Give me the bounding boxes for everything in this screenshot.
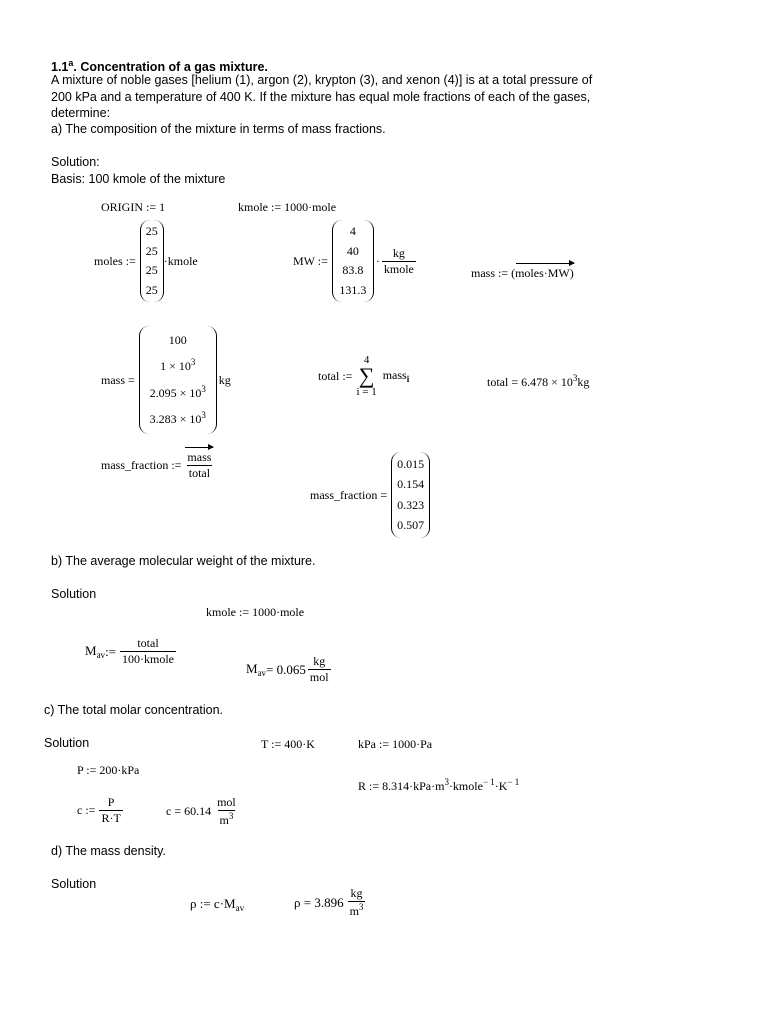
mav-fraction	[120, 636, 176, 667]
mav-letter: M	[85, 643, 97, 658]
rho-definition	[190, 896, 244, 913]
c-unit-den	[218, 810, 236, 828]
problem-line-2: 200 kPa and a temperature of 400 K. If the mixture has equal mole fractions of each of the gases,	[51, 90, 591, 104]
mass-fraction-fraction	[185, 450, 213, 481]
moles-vector	[140, 220, 164, 302]
c-unit-den-text: m	[219, 813, 229, 827]
mw-value: 40	[346, 243, 359, 258]
t-definition: T := 400·K	[261, 737, 315, 751]
mav-symbol	[85, 643, 105, 660]
part-b-solution-label: Solution	[51, 587, 97, 601]
mass-fraction-value: 0.507	[397, 518, 425, 533]
total-definition	[318, 354, 409, 398]
mass-value	[169, 333, 187, 348]
mass-fraction-vector	[391, 452, 430, 538]
moles-value: 25	[145, 263, 158, 278]
mav-assign: :=	[105, 643, 117, 659]
mass-fraction-result	[310, 452, 430, 538]
mass-vector	[139, 326, 217, 434]
r-exp-m: 3	[444, 777, 449, 787]
r-def-k: ·K	[494, 779, 508, 793]
c-result-unit	[215, 795, 238, 828]
summation-upper: 4	[363, 354, 370, 366]
rho-unit-den-text: m	[349, 904, 359, 918]
mav-result-value: = 0.065	[266, 661, 306, 677]
total-result-text: total = 6.478 × 10	[487, 375, 573, 389]
kmole-definition: kmole := 1000·mole	[238, 200, 337, 214]
mass-fraction-arrow	[185, 447, 213, 448]
part-b-question: b) The average molecular weight of the mixture.	[51, 554, 316, 568]
mass-definition	[471, 266, 574, 281]
r-exp-k: − 1	[507, 777, 520, 787]
mw-label: MW :=	[293, 253, 328, 268]
c-def-label: c :=	[77, 803, 96, 817]
sigma-icon: ∑	[358, 363, 375, 388]
rho-result	[294, 886, 365, 919]
mw-value: 4	[349, 224, 356, 239]
part-a-solution-label: Solution:	[51, 155, 100, 169]
mav-result-unit	[308, 654, 331, 685]
mav-result-subscript: av	[257, 668, 267, 678]
c-unit-den-exp: 3	[228, 811, 234, 821]
mass-fraction-num-text: mass	[187, 450, 212, 464]
mass-fraction-definition	[101, 450, 213, 481]
vectorize-arrow-line	[516, 263, 574, 264]
moles-unit: ·kmole	[163, 253, 198, 268]
part-c-question: c) The total molar concentration.	[44, 703, 224, 717]
mav-definition	[85, 636, 176, 667]
moles-value: 25	[145, 243, 158, 258]
mass-mantissa: 100	[168, 332, 187, 347]
mav-unit-num: kg	[313, 654, 326, 668]
mass-value	[150, 384, 206, 401]
mass-fraction-value: 0.323	[397, 497, 425, 512]
rho-result-unit	[348, 886, 366, 919]
c-fraction	[99, 795, 122, 826]
mass-unit: kg	[218, 372, 231, 387]
c-definition	[77, 795, 123, 826]
total-label: total :=	[318, 368, 353, 383]
mass-exponent: 3	[190, 357, 196, 368]
c-result	[166, 795, 238, 828]
mass-exponent: 3	[201, 410, 206, 421]
mass-fraction-result-label: mass_fraction =	[310, 487, 388, 502]
c-num: P	[107, 795, 115, 809]
moles-label: moles :=	[94, 253, 136, 268]
problem-line-1: A mixture of noble gases [helium (1), argon (2), krypton (3), and xenon (4)] is at a total pressure of	[51, 73, 593, 87]
total-result-unit: kg	[577, 375, 590, 389]
origin-definition: ORIGIN := 1	[101, 200, 166, 214]
total-result	[487, 373, 589, 390]
moles-value: 25	[145, 282, 158, 297]
c-unit-num: mol	[217, 795, 236, 809]
mw-unit-num: kg	[392, 245, 405, 260]
mav-result-symbol	[246, 661, 266, 678]
problem-number: 1.1	[51, 60, 69, 74]
rho-def-subscript: av	[235, 903, 245, 913]
mw-value: 83.8	[342, 263, 364, 278]
rho-result-value: ρ = 3.896	[294, 894, 344, 910]
rho-unit-num: kg	[350, 886, 363, 900]
vectorize-arrow	[471, 266, 574, 281]
part-c-solution-label: Solution	[44, 736, 90, 750]
part-d-solution-label: Solution	[51, 877, 97, 891]
part-b-kmole-definition: kmole := 1000·mole	[206, 605, 305, 619]
mass-fraction-num	[185, 450, 213, 465]
mav-subscript: av	[96, 650, 106, 660]
mass-fraction-def-label: mass_fraction :=	[101, 458, 182, 472]
mass-value	[160, 357, 195, 374]
mass-fraction-value: 0.015	[397, 456, 425, 471]
mav-num: total	[137, 636, 159, 650]
summation-term-index: i	[406, 374, 410, 384]
rho-def-text: ρ := c·M	[190, 896, 236, 911]
mass-fraction-value: 0.154	[397, 477, 425, 492]
part-d-question: d) The mass density.	[51, 844, 166, 858]
r-def-text: R := 8.314·kPa·m	[358, 779, 445, 793]
mass-mantissa: 3.283 × 10	[149, 412, 202, 427]
moles-value: 25	[145, 224, 158, 239]
kpa-definition: kPa := 1000·Pa	[358, 737, 433, 751]
mass-result-label: mass =	[101, 372, 135, 387]
mass-mantissa: 2.095 × 10	[149, 385, 202, 400]
mav-den: 100·kmole	[122, 652, 175, 666]
mav-unit-den: mol	[309, 670, 329, 684]
total-result-exponent: 3	[572, 373, 578, 383]
mw-unit	[382, 246, 416, 277]
mass-fraction-den: total	[188, 466, 211, 480]
mav-result	[246, 654, 331, 685]
mass-exponent: 3	[201, 383, 206, 394]
problem-superscript: a	[68, 58, 74, 68]
mass-value	[150, 410, 206, 427]
mw-vector	[332, 220, 374, 302]
r-exp-kmole: − 1	[482, 777, 495, 787]
p-definition: P := 200·kPa	[77, 763, 140, 777]
moles-definition	[94, 220, 198, 302]
r-definition	[358, 777, 519, 794]
c-result-value: c = 60.14	[166, 804, 212, 818]
rho-unit-den-exp: 3	[358, 902, 364, 912]
rho-unit-den	[348, 901, 366, 919]
problem-title-text: . Concentration of a gas mixture.	[73, 60, 268, 74]
mw-definition	[293, 220, 416, 302]
summation-term-name: mass	[382, 368, 407, 382]
r-def-kmole: ·kmole	[448, 779, 483, 793]
mw-unit-den: kmole	[383, 261, 414, 276]
c-den: R·T	[101, 811, 121, 825]
summation-term	[383, 368, 410, 384]
mw-dot: ·	[375, 253, 380, 268]
summation	[356, 354, 376, 398]
mass-mantissa: 1 × 10	[160, 359, 191, 374]
part-a-question: a) The composition of the mixture in terms of mass fractions.	[51, 122, 386, 136]
mav-result-letter: M	[246, 661, 258, 676]
mw-value: 131.3	[339, 282, 367, 297]
summation-lower: i = 1	[356, 386, 377, 398]
problem-line-3: determine:	[51, 106, 111, 120]
part-a-basis: Basis: 100 kmole of the mixture	[51, 172, 226, 186]
mass-definition-text: mass := (moles·MW)	[471, 266, 574, 280]
mass-result	[101, 326, 231, 434]
